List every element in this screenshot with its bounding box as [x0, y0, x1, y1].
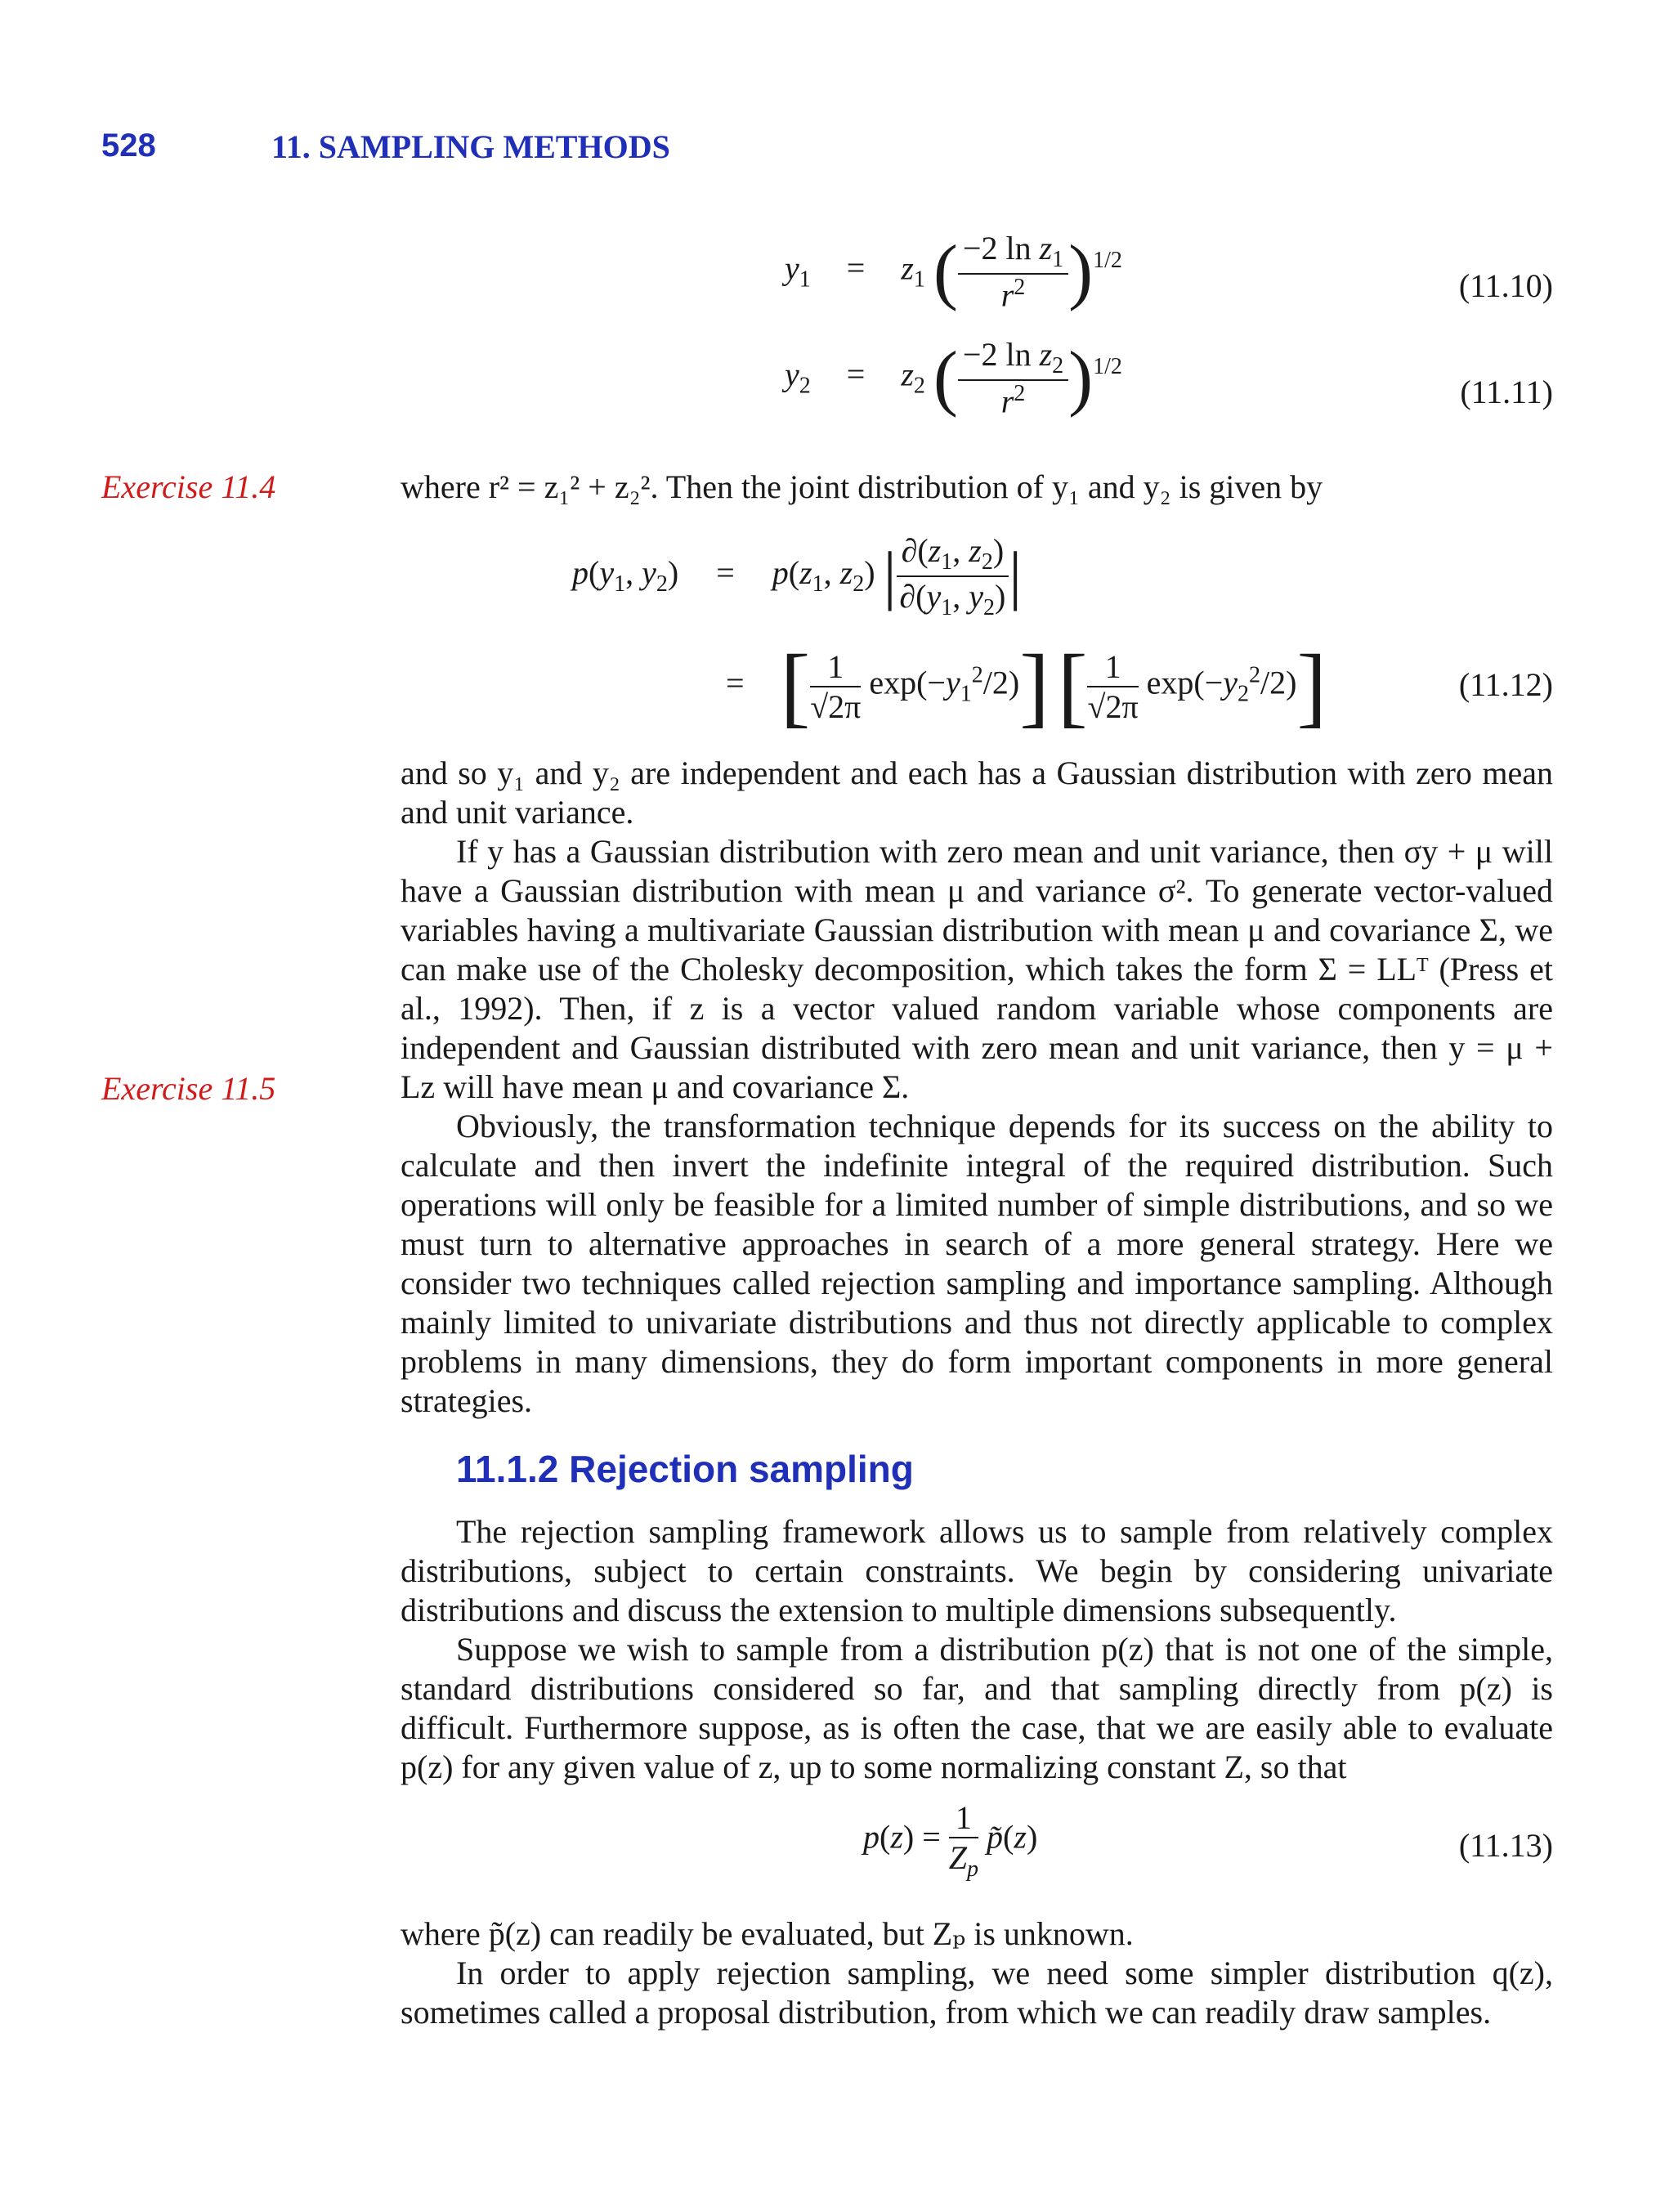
equation-label: (11.13) [1458, 1827, 1553, 1864]
paragraph: where r² = z₁² + z₂². Then the joint distribution of y₁ and y₂ is given by [401, 468, 1323, 505]
equation-11-12-line2: = [ $\frac{1}{√2\pi}$ $\exp(-y_1^2/2)$] [ $\frac{1}{√2\pi}$ $\exp(-y_2^2/2)$] [726, 636, 1327, 736]
margin-note: Exercise 11.5 [101, 1070, 276, 1107]
equation-label: (11.11) [1460, 374, 1553, 410]
paragraph-block [401, 1512, 1553, 1787]
paragraph-block [401, 754, 1553, 1421]
section-heading: 11.1.2 Rejection sampling [456, 1448, 914, 1490]
equation-label: (11.10) [1458, 267, 1553, 304]
equation-label: (11.12) [1458, 666, 1553, 703]
paragraph: Suppose we wish to sample from a distribution p(z) that is not one of the simple, standard distributions considered so far, and that sampling directly from p(z) is difficult. Furthermore suppose, as is often the case, that we are easily able to evaluate p(z) for any given value of z, up to some normalizing constant Z, so that [401, 1631, 1553, 1785]
paragraph: In order to apply rejection sampling, we need some simpler distribution q(z), sometimes called a proposal distribution, from which we can readily draw samples. [401, 1955, 1553, 2031]
paragraph: The rejection sampling framework allows us to sample from relatively complex distributions, subject to certain constraints. We begin by considering univariate distributions and discuss the extension to multiple dimensions subsequently. [401, 1513, 1553, 1628]
equation-11-12-line1: $p(y_1$, $y_2) = p(z_1$, $z_2$) | $\frac{\partial(z_1, z_2)}{\partial(y_1, y_2)}$ | [572, 532, 1023, 620]
equation-11-11: $y_2 = z_2$ ( $\frac{-2 \ln z_2}{r^2}$ )$^{1/2}$ [785, 336, 1122, 420]
page-number: 528 [101, 128, 156, 163]
paragraph: and so y₁ and y₂ are independent and each has a Gaussian distribution with zero mean and unit variance. [401, 754, 1553, 831]
chapter-title: 11. SAMPLING METHODS [271, 128, 670, 165]
paragraph: Obviously, the transformation technique depends for its success on the ability to calculate and then invert the indefinite integral of the required distribution. Such operations will only be feasible for a limited number of simple distributions, and so we must turn to alternative approaches in search of a more general strategy. Here we consider two techniques called rejection sampling and importance sampling. Although mainly limited to univariate distributions and thus not directly applicable to complex problems in many dimensions, they do form important components in more general strategies. [401, 1108, 1553, 1419]
paragraph: where p̃(z) can readily be evaluated, but Zₚ is unknown. [401, 1915, 1134, 1952]
margin-note: Exercise 11.4 [101, 468, 276, 505]
paragraph: If y has a Gaussian distribution with zero mean and unit variance, then σy + μ will have a Gaussian distribution with mean μ and variance σ². To generate vector-valued variables having a multivariate Gaussian distribution with mean μ and covariance Σ, we can make use of the Cholesky decomposition, which takes the form Σ = LLᵀ (Press et al., 1992). Then, if z is a vector valued random variable whose components are independent and Gaussian distributed with zero mean and unit variance, then y = μ + Lz will have mean μ and covariance Σ. [401, 833, 1553, 1105]
paragraph-block [401, 1914, 1553, 2032]
equation-11-13: p(z) = $\frac{1}{Z_p}$ p̃(z) [863, 1799, 1038, 1882]
equation-11-10: $y_1 = z_1$ ( $\frac{-2 \ln z_1}{r^2}$ )$^{1/2}$ [785, 230, 1122, 314]
